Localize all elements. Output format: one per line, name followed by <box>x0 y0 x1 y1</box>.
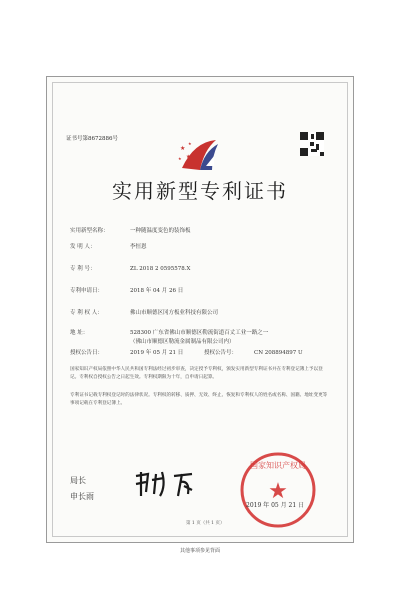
svg-text:★: ★ <box>268 479 288 504</box>
svg-text:★: ★ <box>186 154 191 160</box>
director-title: 局长 <box>70 476 86 485</box>
field-label-name: 实用新型名称： <box>70 228 109 234</box>
cnipa-emblem-icon <box>176 136 224 174</box>
certificate-number: 证书号第8672886号 <box>66 136 118 142</box>
field-value-inventor: 李恒恩 <box>130 244 147 250</box>
field-label-grant-no: 授权公告号： <box>204 350 238 356</box>
page-indicator: 第 1 页（共 1 页） <box>186 521 225 526</box>
director-signature <box>132 466 212 500</box>
svg-text:★: ★ <box>188 141 192 146</box>
field-value-patentee: 佛山市顺德区冈方板业科技有限公司 <box>130 310 219 316</box>
field-value-name: 一种随温度变色的装饰板 <box>130 228 191 234</box>
director-name: 申长雨 <box>70 492 94 501</box>
field-label-grant-date: 授权公告日： <box>70 350 104 356</box>
official-seal <box>238 450 318 530</box>
field-value-filing-date: 2018 年 04 月 26 日 <box>130 288 184 294</box>
field-value-address-2: （佛山市顺德区勒流金属制品有限公司内） <box>130 339 235 345</box>
field-value-grant-date: 2019 年 05 月 21 日 <box>130 350 184 356</box>
field-label-patent-no: 专 利 号： <box>70 266 96 272</box>
notice-paragraph-2: 专利证书记载专利权登记时的法律状况。专利权的转移、质押、无效、终止、恢复和专利权人的姓名或名称、国籍、地址变更等事项记载在专利登记簿上。 <box>70 393 328 406</box>
certificate-title: 实用新型专利证书 <box>112 179 288 203</box>
notice-paragraph-1: 国家知识产权局依照中华人民共和国专利法经过初步审查，决定授予专利权，颁发实用新型专利证书并在专利登记簿上予以登记。专利权自授权公告之日起生效。专利权期限为十年，自申请日起算。 <box>70 367 323 380</box>
field-value-address-1: 528300 广东省佛山市顺德区勒流街道百丈工业一路之一 <box>130 330 269 336</box>
field-label-patentee: 专 利 权 人： <box>70 310 103 316</box>
seal-date: 2019 年 05 月 21 日 <box>246 502 305 509</box>
qr-code <box>300 132 324 156</box>
svg-text:国家知识产权局: 国家知识产权局 <box>250 461 306 470</box>
svg-text:★: ★ <box>178 156 182 161</box>
field-value-grant-no: CN 208894897 U <box>254 350 303 356</box>
field-label-filing-date: 专利申请日： <box>70 288 104 294</box>
field-label-inventor: 发 明 人： <box>70 244 96 250</box>
svg-text:★: ★ <box>184 162 188 167</box>
certificate-document <box>58 88 342 532</box>
footer-note: 其他事项参见背面 <box>179 548 220 554</box>
field-label-address: 地 址： <box>70 330 89 336</box>
svg-text:★: ★ <box>180 145 186 152</box>
field-value-patent-no: ZL 2018 2 0595578.X <box>130 266 191 272</box>
